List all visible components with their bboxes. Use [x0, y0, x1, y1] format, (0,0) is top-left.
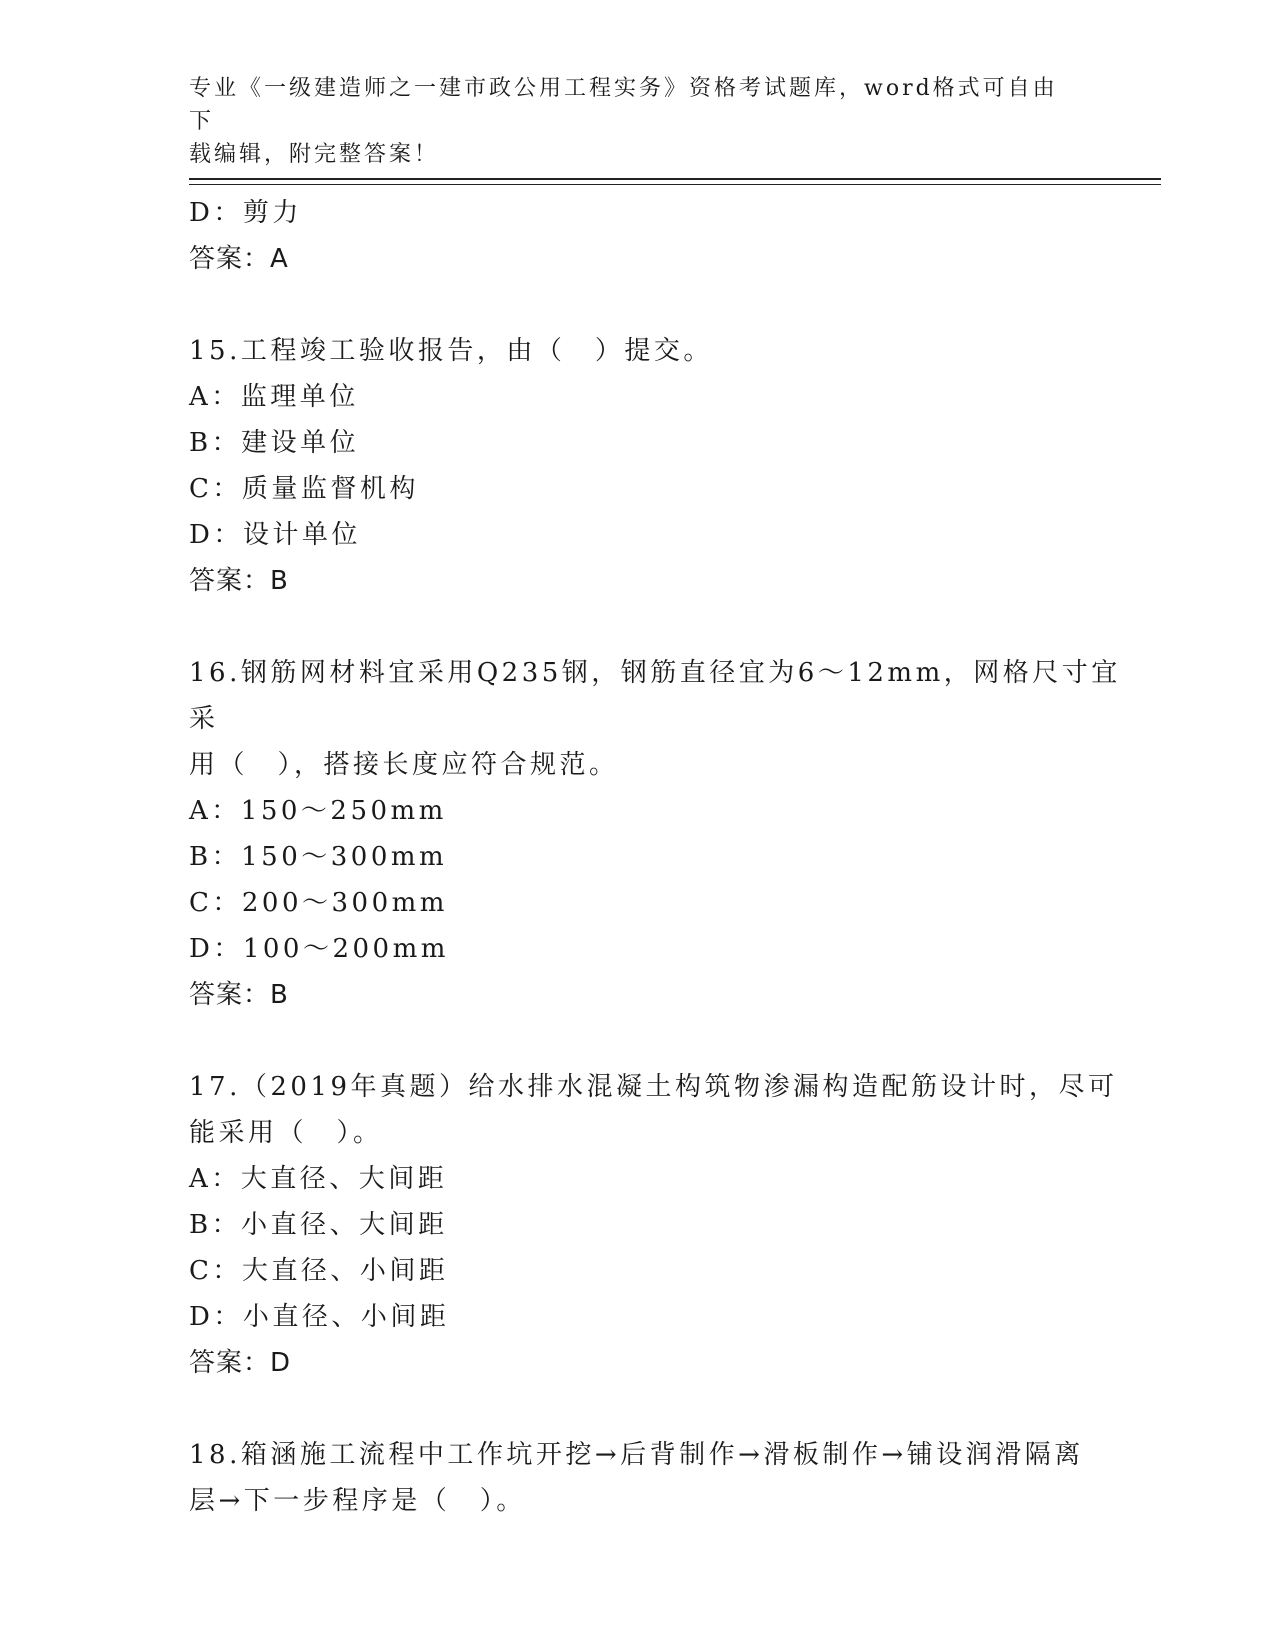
question-content: [189, 190, 1129, 1524]
header-rule-thick: [189, 178, 1161, 180]
option-d: D：设计单位: [189, 520, 361, 550]
option-b: B：150～300mm: [189, 842, 448, 872]
option-b: B：建设单位: [189, 428, 360, 458]
question-16: [189, 650, 1129, 1018]
option-a: A：大直径、大间距: [189, 1164, 448, 1194]
question-stem-line: 用（ ），搭接长度应符合规范。: [189, 750, 619, 780]
prev-answer: 答案：A: [189, 244, 289, 274]
header-line-1: 专业《一级建造师之一建市政公用工程实务》资格考试题库，word格式可自由下: [189, 76, 1058, 134]
option-b: B：小直径、大间距: [189, 1210, 448, 1240]
header-line-2: 载编辑，附完整答案！: [189, 142, 440, 167]
option-a: A：监理单位: [189, 382, 359, 412]
header-rule-thin: [189, 184, 1161, 185]
question-15: [189, 328, 1129, 604]
answer: 答案：B: [189, 566, 289, 596]
question-17: [189, 1064, 1129, 1386]
option-d: D：100～200mm: [189, 934, 449, 964]
question-stem-line: 能采用（ ）。: [189, 1118, 383, 1148]
prev-option-d: D：剪力: [189, 198, 302, 228]
question-stem-line: 18.箱涵施工流程中工作坑开挖→后背制作→滑板制作→铺设润滑隔离: [189, 1440, 1084, 1470]
document-header: [189, 72, 1069, 171]
option-a: A：150～250mm: [189, 796, 447, 826]
question-stem-line: 17.（2019年真题）给水排水混凝土构筑物渗漏构造配筋设计时，尽可: [189, 1072, 1118, 1102]
option-c: C：大直径、小间距: [189, 1256, 449, 1286]
question-stem-line: 16.钢筋网材料宜采用Q235钢，钢筋直径宜为6～12mm，网格尺寸宜采: [189, 658, 1121, 734]
answer: 答案：D: [189, 1348, 292, 1378]
question-stem-line: 层→下一步程序是（ ）。: [189, 1486, 526, 1516]
answer: 答案：B: [189, 980, 289, 1010]
option-d: D：小直径、小间距: [189, 1302, 450, 1332]
question-stem-line: 15.工程竣工验收报告，由（ ）提交。: [189, 336, 713, 366]
option-c: C：质量监督机构: [189, 474, 419, 504]
question-18: [189, 1432, 1129, 1524]
option-c: C：200～300mm: [189, 888, 448, 918]
